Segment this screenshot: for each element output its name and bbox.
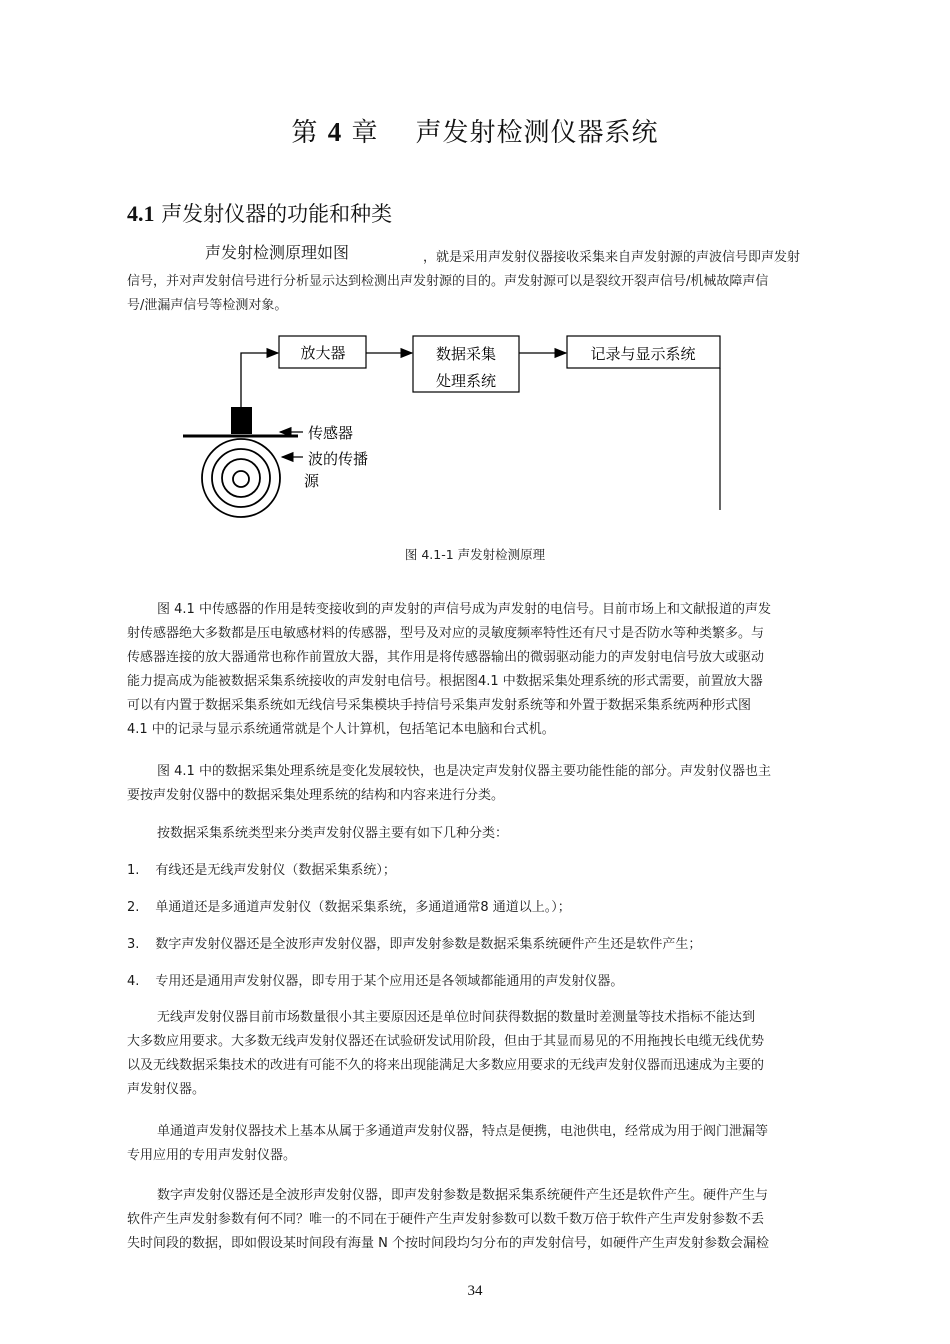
p2-line: 要按声发射仪器中的数据采集处理系统的结构和内容来进行分类。 xyxy=(127,788,505,803)
list-num: 4. xyxy=(127,974,140,989)
wave-ring-outer xyxy=(202,439,280,517)
list-num: 1. xyxy=(127,863,140,878)
chapter-suffix: 章 xyxy=(351,118,379,148)
p6-line: 失时间段的数据，即如假设某时间段有海量 N 个按时间段均匀分布的声发射信号，如硬件产生声发射参数会漏检 xyxy=(127,1236,769,1251)
list-text: 专用还是通用声发射仪器，即专用于某个应用还是各领域都能通用的声发射仪器。 xyxy=(155,974,624,989)
p1-line: 4.1 中的记录与显示系统通常就是个人计算机，包括笔记本电脑和台式机。 xyxy=(127,722,555,737)
list-num: 3. xyxy=(127,937,140,952)
p1-line: 射传感器绝大多数都是压电敏感材料的传感器，型号及对应的灵敏度频率特性还有尺寸是否防水等种类繁多。与 xyxy=(127,626,765,641)
list-text: 数字声发射仪器还是全波形声发射仪器，即声发射参数是数据采集系统硬件产生还是软件产生； xyxy=(155,937,702,952)
p2-line: 图 4.1 中的数据采集处理系统是变化发展较快，也是决定声发射仪器主要功能性能的部分。声发射仪器也主 xyxy=(157,764,771,779)
p4-line: 以及无线数据采集技术的改进有可能不久的将来出现能满足大多数应用要求的无线声发射仪器而迅速成为主要的 xyxy=(127,1058,765,1073)
p1-line: 能力提高成为能被数据采集系统接收的声发射电信号。根据图4.1 中数据采集处理系统的形式需要，前置放大器 xyxy=(127,674,763,689)
p6-line: 软件产生声发射参数有何不同？唯一的不同在于硬件产生声发射参数可以数千数万倍于软件产生声发射参数不丢 xyxy=(127,1212,765,1227)
p4-line: 无线声发射仪器目前市场数量很小其主要原因还是单位时间获得数据的数量时差测量等技术指标不能达到 xyxy=(157,1010,756,1025)
p1-line: 图 4.1 中传感器的作用是转变接收到的声发射的声信号成为声发射的电信号。目前市场上和文献报道的声发 xyxy=(157,602,771,617)
intro-line3: 号/泄漏声信号等检测对象。 xyxy=(127,298,288,313)
p5-line: 专用应用的专用声发射仪器。 xyxy=(127,1148,297,1163)
p1-line: 传感器连接的放大器通常也称作前置放大器，其作用是将传感器输出的微弱驱动能力的声发射电信号放大或驱动 xyxy=(127,650,765,665)
intro-line1: ，就是采用声发射仪器接收采集来自声发射源的声波信号即声发射 xyxy=(423,250,801,265)
section-number: 4.1 xyxy=(127,201,155,226)
chapter-title: 声发射检测仪器系统 xyxy=(415,118,659,148)
record-display-label: 记录与显示系统 xyxy=(590,345,696,363)
page-number: 34 xyxy=(467,1283,483,1299)
intro-lead: 声发射检测原理如图 xyxy=(205,243,350,262)
p3-line: 按数据采集系统类型来分类声发射仪器主要有如下几种分类： xyxy=(157,826,509,841)
list-text: 有线还是无线声发射仪（数据采集系统）； xyxy=(155,863,396,878)
daq-label-2: 处理系统 xyxy=(435,372,497,390)
list-item xyxy=(127,896,571,915)
list-num: 2. xyxy=(127,900,140,915)
ae-principle-diagram xyxy=(0,0,950,540)
p6-line: 数字声发射仪器还是全波形声发射仪器，即声发射参数是数据采集系统硬件产生还是软件产生。硬件产生与 xyxy=(157,1188,769,1203)
intro-line2: 信号，并对声发射信号进行分析显示达到检测出声发射源的目的。声发射源可以是裂纹开裂声信号/机械故障声信 xyxy=(127,274,769,289)
daq-label-1: 数据采集 xyxy=(435,345,497,363)
amplifier-label: 放大器 xyxy=(300,344,346,362)
source-point xyxy=(233,471,249,487)
source-label: 源 xyxy=(304,472,320,490)
p4-line: 大多数应用要求。大多数无线声发射仪器还在试验研发试用阶段，但由于其显而易见的不用拖拽长电缆无线优势 xyxy=(127,1034,765,1049)
p5-line: 单通道声发射仪器技术上基本从属于多通道声发射仪器，特点是便携，电池供电，经常成为用于阀门泄漏等 xyxy=(157,1124,769,1139)
list-item xyxy=(127,933,701,952)
chapter-prefix: 第 xyxy=(291,118,319,148)
wave-ring-inner xyxy=(222,459,260,497)
list-item xyxy=(127,970,623,989)
wave-label: 波的传播 xyxy=(308,450,369,468)
p1-line: 可以有内置于数据采集系统如无线信号采集模块手持信号采集声发射系统等和外置于数据采集系统两种形式图 xyxy=(127,698,752,713)
sensor-block xyxy=(231,407,252,434)
section-title: 声发射仪器的功能和种类 xyxy=(161,202,393,226)
figure-caption: 图 4.1-1 声发射检测原理 xyxy=(404,547,546,562)
list-text: 单通道还是多通道声发射仪（数据采集系统，多通道通常8 通道以上。）； xyxy=(155,900,571,915)
sensor-to-amp-line xyxy=(241,353,278,407)
p4-line: 声发射仪器。 xyxy=(127,1082,206,1097)
list-item xyxy=(127,859,396,878)
sensor-label: 传感器 xyxy=(308,424,354,442)
wave-ring-mid xyxy=(212,449,270,507)
chapter-number: 4 xyxy=(327,117,343,147)
